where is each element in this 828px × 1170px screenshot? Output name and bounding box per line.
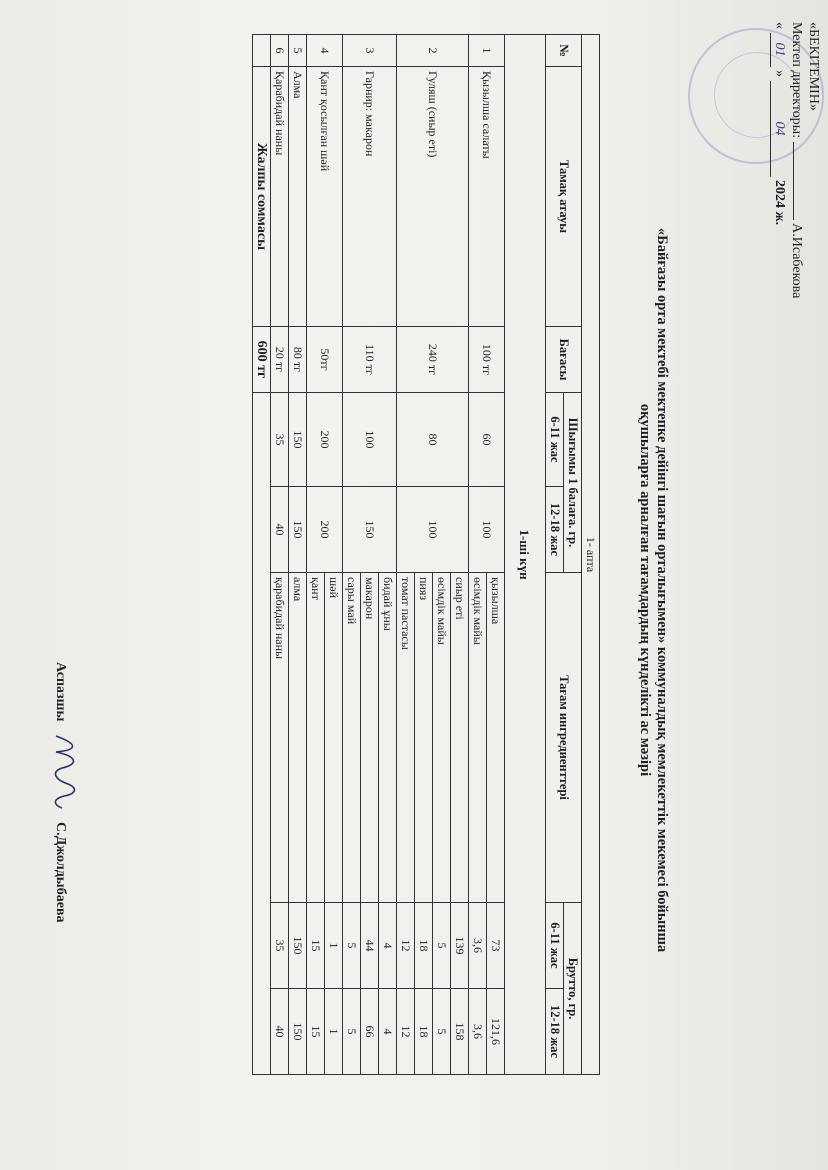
total-value: 600 тг bbox=[253, 327, 271, 393]
brutto-age1: 3,6 bbox=[469, 903, 487, 989]
ingredient-name: өсімдік майы bbox=[469, 573, 487, 903]
yield-age1: 35 bbox=[271, 393, 289, 487]
dish-name: Алма bbox=[289, 67, 307, 327]
ingredient-name: қарабидай наны bbox=[271, 573, 289, 903]
yield-age2: 100 bbox=[397, 487, 469, 573]
dish-name: Қызылша салаты bbox=[469, 67, 505, 327]
col-brutto-age2: 12-18 жас bbox=[546, 989, 564, 1075]
approval-date: « 01 » 04 2024 ж. bbox=[772, 22, 787, 226]
col-yield-age2: 12-18 жас bbox=[546, 487, 564, 573]
brutto-age1: 44 bbox=[361, 903, 379, 989]
signature-line bbox=[793, 142, 794, 220]
brutto-age1: 150 bbox=[289, 903, 307, 989]
table-row bbox=[451, 35, 469, 1075]
brutto-age1: 12 bbox=[397, 903, 415, 989]
ingredient-name: пияз bbox=[415, 573, 433, 903]
brutto-age1: 5 bbox=[343, 903, 361, 989]
brutto-age1: 5 bbox=[433, 903, 451, 989]
ingredient-name: қызылша bbox=[487, 573, 505, 903]
brutto-age2: 15 bbox=[307, 989, 325, 1075]
ingredient-name: бидай ұны bbox=[379, 573, 397, 903]
col-num: № bbox=[546, 35, 582, 67]
col-ingredients: Тағам ингредиенттері bbox=[546, 573, 582, 903]
total-spacer bbox=[253, 35, 271, 67]
brutto-age2: 1 bbox=[325, 989, 343, 1075]
brutto-age2: 40 bbox=[271, 989, 289, 1075]
day-label: 1-ші күн bbox=[505, 35, 546, 1075]
table-row bbox=[487, 35, 505, 1075]
ingredient-name: шәй bbox=[325, 573, 343, 903]
total-row bbox=[253, 35, 271, 1075]
brutto-age1: 4 bbox=[379, 903, 397, 989]
brutto-age1: 35 bbox=[271, 903, 289, 989]
yield-age2: 150 bbox=[289, 487, 307, 573]
row-number: 2 bbox=[397, 35, 469, 67]
total-label: Жалпы соммасы bbox=[253, 67, 271, 327]
ingredient-name: макарон bbox=[361, 573, 379, 903]
yield-age2: 200 bbox=[307, 487, 343, 573]
yield-age2: 100 bbox=[469, 487, 505, 573]
yield-age1: 60 bbox=[469, 393, 505, 487]
dish-price: 80 тг bbox=[289, 327, 307, 393]
director-name: А.Исабекова bbox=[789, 223, 804, 299]
dish-price: 110 тг bbox=[343, 327, 397, 393]
yield-age1: 200 bbox=[307, 393, 343, 487]
brutto-age1: 73 bbox=[487, 903, 505, 989]
col-yield: Шығымы 1 балаға. гр. bbox=[564, 393, 582, 573]
dish-name: Қант қосылған шәй bbox=[307, 67, 343, 327]
brutto-age1: 18 bbox=[415, 903, 433, 989]
ingredient-name: сиыр еті bbox=[451, 573, 469, 903]
ingredient-name: томат пастасы bbox=[397, 573, 415, 903]
table-row bbox=[289, 35, 307, 1075]
brutto-age2: 150 bbox=[289, 989, 307, 1075]
director-line: Мектеп директоры: А.Исабекова bbox=[789, 22, 804, 299]
brutto-age2: 3,6 bbox=[469, 989, 487, 1075]
col-name: Тамақ атауы bbox=[546, 67, 582, 327]
menu-table bbox=[252, 34, 600, 1075]
ingredient-name: сары май bbox=[343, 573, 361, 903]
brutto-age2: 66 bbox=[361, 989, 379, 1075]
row-number: 4 bbox=[307, 35, 343, 67]
table-row bbox=[379, 35, 397, 1075]
yield-age2: 40 bbox=[271, 487, 289, 573]
brutto-age2: 158 bbox=[451, 989, 469, 1075]
menu-body bbox=[253, 35, 546, 1075]
dish-price: 20 тг bbox=[271, 327, 289, 393]
dish-price: 240 тг bbox=[397, 327, 469, 393]
row-number: 6 bbox=[271, 35, 289, 67]
week-label: 1- апта bbox=[582, 35, 600, 1075]
brutto-age2: 12 bbox=[397, 989, 415, 1075]
brutto-age1: 15 bbox=[307, 903, 325, 989]
yield-age2: 150 bbox=[343, 487, 397, 573]
col-brutto-age1: 6-11 жас bbox=[546, 903, 564, 989]
col-brutto: Брутто, гр. bbox=[564, 903, 582, 1075]
dish-name: Қарабидай наны bbox=[271, 67, 289, 327]
yield-age1: 80 bbox=[397, 393, 469, 487]
brutto-age2: 18 bbox=[415, 989, 433, 1075]
cook-signature-icon bbox=[40, 730, 86, 810]
dish-price: 100 тг bbox=[469, 327, 505, 393]
brutto-age2: 5 bbox=[433, 989, 451, 1075]
dish-name: Гарнир: макарон bbox=[343, 67, 397, 327]
approval-org: «БЕКІТЕМІН» bbox=[806, 22, 821, 111]
cook-name: С.Джолдыбаева bbox=[53, 822, 68, 923]
dish-price: 50тг bbox=[307, 327, 343, 393]
ingredient-name: өсімдік майы bbox=[433, 573, 451, 903]
row-number: 1 bbox=[469, 35, 505, 67]
col-price: Бағасы bbox=[546, 327, 582, 393]
brutto-age2: 5 bbox=[343, 989, 361, 1075]
brutto-age1: 139 bbox=[451, 903, 469, 989]
cook-role: Аспазшы bbox=[53, 662, 68, 722]
approval-header bbox=[770, 22, 822, 298]
document-title: «Байғазы орта мектебі мектепке дейінгі шағын орталығымен» коммуналдық мемлекеттік мекемесі бойынша оқушыларға арналған тағамдардың күнделікті ас мәзірі bbox=[637, 227, 670, 953]
yield-age1: 100 bbox=[343, 393, 397, 487]
brutto-age2: 121,6 bbox=[487, 989, 505, 1075]
yield-age1: 150 bbox=[289, 393, 307, 487]
brutto-age2: 4 bbox=[379, 989, 397, 1075]
ingredient-name: алма bbox=[289, 573, 307, 903]
row-number: 3 bbox=[343, 35, 397, 67]
dish-name: Гуляш (сиыр еті) bbox=[397, 67, 469, 327]
table-row bbox=[271, 35, 289, 1075]
table-row bbox=[325, 35, 343, 1075]
brutto-age1: 1 bbox=[325, 903, 343, 989]
col-yield-age1: 6-11 жас bbox=[546, 393, 564, 487]
row-number: 5 bbox=[289, 35, 307, 67]
ingredient-name: қант bbox=[307, 573, 325, 903]
total-empty bbox=[253, 393, 271, 1075]
